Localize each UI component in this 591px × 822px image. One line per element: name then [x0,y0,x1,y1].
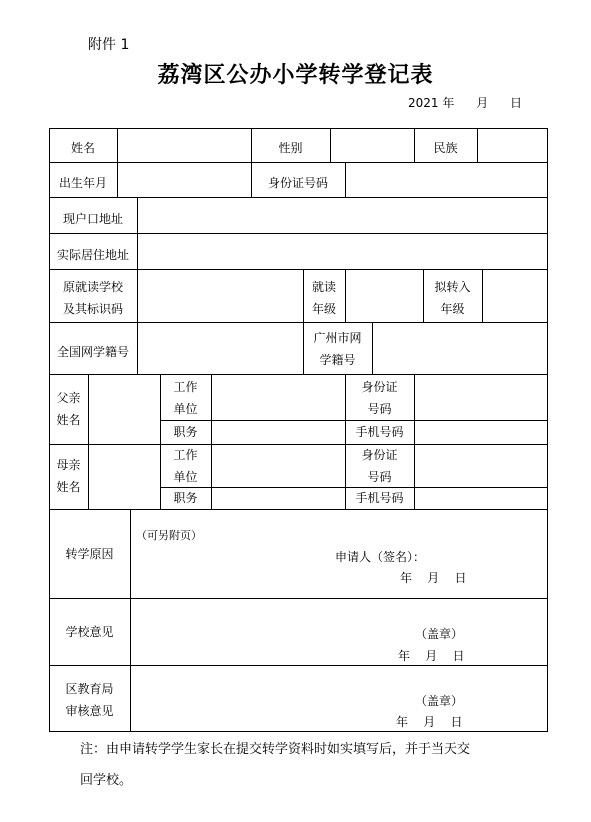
label-mother-position: 职务 [173,491,198,505]
reason-date: 年 月 日 [400,571,467,585]
label-target-grade: 拟转入 年级 [434,280,471,316]
applicant-signature-label: 申请人（签名）： [335,550,426,564]
label-gender: 性别 [278,141,303,155]
label-hukou-address: 现户口地址 [62,212,123,226]
label-mother-work-unit: 工作 单位 [173,448,198,484]
label-name: 姓名 [70,141,95,155]
label-original-school: 原就读学校 及其标识码 [62,280,123,316]
date-year: 2021 年 [408,96,455,110]
bureau-date: 年 月 日 [396,715,463,729]
date-day: 日 [510,96,523,110]
label-guangzhou-student-id: 广州市网 学籍号 [313,331,362,367]
label-transfer-reason: 转学原因 [65,547,114,561]
label-current-grade: 就读 年级 [311,280,336,316]
label-father-work-unit: 工作 单位 [173,380,198,416]
reason-attach-note: （可另附页） [136,529,202,542]
label-father-phone: 手机号码 [355,425,404,439]
footer-note-line2: 回学校。 [80,773,133,788]
label-mother-name: 母亲 姓名 [56,458,81,494]
label-school-opinion: 学校意见 [65,625,114,639]
label-mother-id: 身份证 号码 [361,448,398,484]
label-id-number: 身份证号码 [267,176,328,190]
bureau-seal-label: （盖章） [415,694,464,708]
label-birth: 出生年月 [58,176,107,190]
label-father-name: 父亲 姓名 [56,391,81,427]
label-father-position: 职务 [173,425,198,439]
date-month: 月 [476,96,489,110]
form-title: 荔湾区公办小学转学登记表 [157,62,434,88]
school-seal-label: （盖章） [415,627,464,641]
school-date: 年 月 日 [398,649,465,663]
label-ethnicity: 民族 [433,141,458,155]
footer-note-line1: 注：由申请转学学生家长在提交转学资料时如实填写后，并于当天交 [80,742,471,757]
label-father-id: 身份证 号码 [361,380,398,416]
label-national-student-id: 全国网学籍号 [56,345,129,359]
attachment-label: 附件 1 [88,37,130,53]
label-bureau-opinion: 区教育局 审核意见 [65,682,114,718]
label-residence-address: 实际居住地址 [56,248,129,262]
label-mother-phone: 手机号码 [355,491,404,505]
